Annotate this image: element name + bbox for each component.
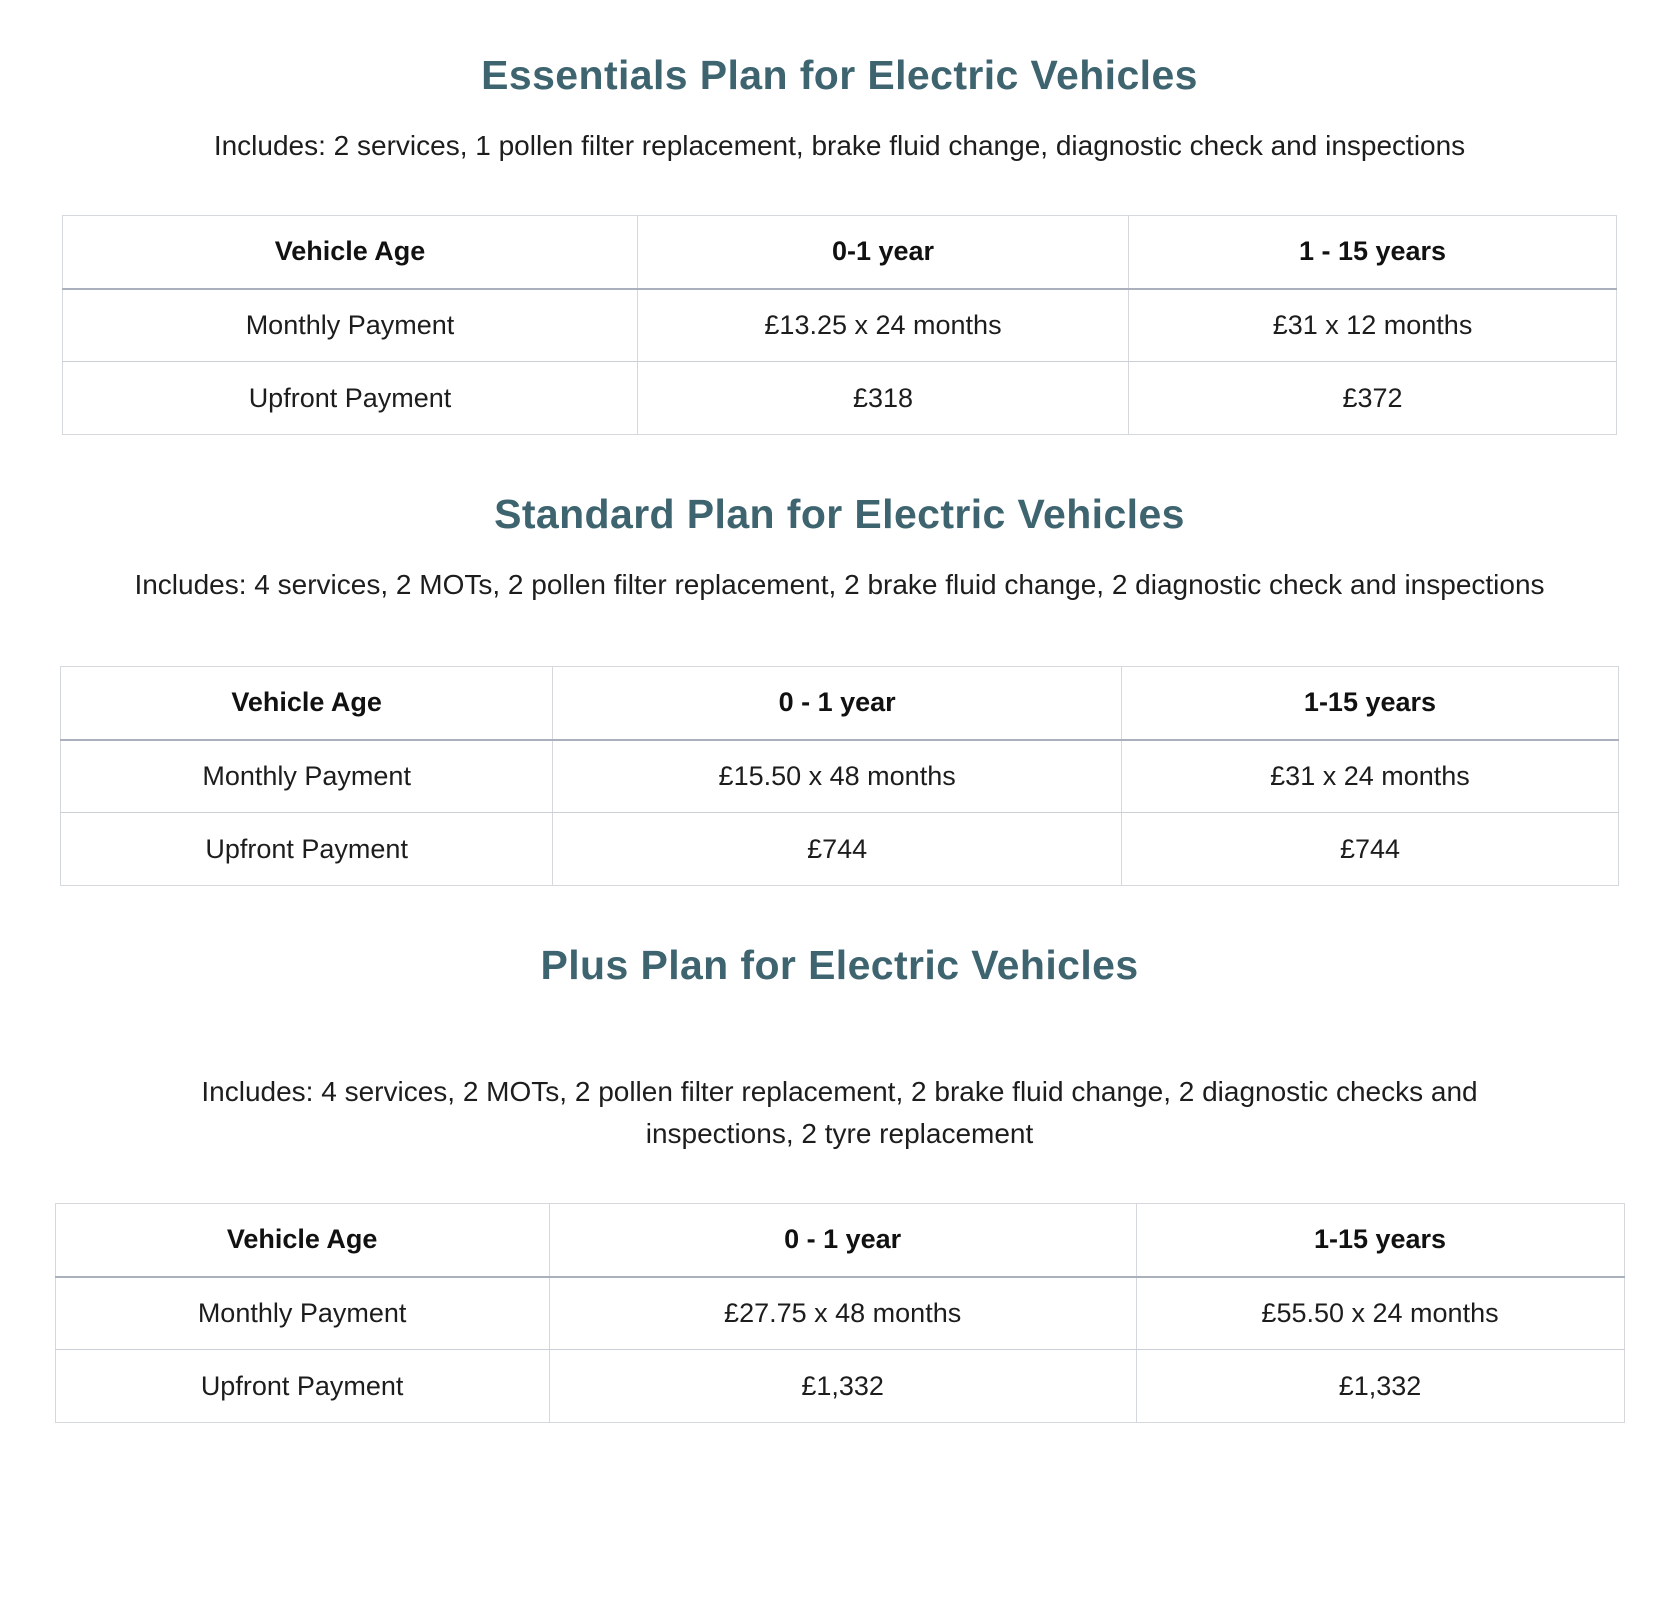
plan-section-standard xyxy=(0,491,1679,886)
table-row-upfront-payment xyxy=(55,1350,1624,1423)
row-label: Upfront Payment xyxy=(63,362,638,435)
table-header-row xyxy=(55,1204,1624,1277)
pricing-table-essentials xyxy=(62,215,1617,435)
column-header-age-band-1: 0 - 1 year xyxy=(549,1204,1136,1277)
table-header-row xyxy=(61,667,1619,740)
table-row-monthly-payment xyxy=(55,1277,1624,1350)
plan-includes-standard: Includes: 4 services, 2 MOTs, 2 pollen filter replacement, 2 brake fluid change, 2 diagnostic check and inspections xyxy=(134,569,1545,600)
monthly-payment-0-1-year: £27.75 x 48 months xyxy=(549,1277,1136,1350)
plan-title-essentials: Essentials Plan for Electric Vehicles xyxy=(481,52,1198,98)
monthly-payment-0-1-year: £13.25 x 24 months xyxy=(637,289,1128,362)
upfront-payment-1-15-years: £744 xyxy=(1121,813,1618,886)
row-label: Upfront Payment xyxy=(61,813,553,886)
plan-includes-plus: Includes: 4 services, 2 MOTs, 2 pollen filter replacement, 2 brake fluid change, 2 diagnostic checks and inspections, 2 tyre replacement xyxy=(201,1076,1478,1149)
monthly-payment-1-15-years: £55.50 x 24 months xyxy=(1136,1277,1624,1350)
monthly-payment-1-15-years: £31 x 12 months xyxy=(1129,289,1617,362)
plan-includes-essentials: Includes: 2 services, 1 pollen filter replacement, brake fluid change, diagnostic check and inspections xyxy=(213,130,1466,161)
column-header-vehicle-age: Vehicle Age xyxy=(63,216,638,289)
table-row-monthly-payment xyxy=(61,740,1619,813)
row-label: Monthly Payment xyxy=(55,1277,549,1350)
plan-title-standard: Standard Plan for Electric Vehicles xyxy=(494,491,1185,537)
column-header-age-band-1: 0-1 year xyxy=(637,216,1128,289)
plan-section-essentials xyxy=(0,52,1679,435)
pricing-table-standard xyxy=(60,666,1619,886)
column-header-vehicle-age: Vehicle Age xyxy=(61,667,553,740)
plan-section-plus xyxy=(0,942,1679,1423)
monthly-payment-1-15-years: £31 x 24 months xyxy=(1121,740,1618,813)
column-header-vehicle-age: Vehicle Age xyxy=(55,1204,549,1277)
row-label: Monthly Payment xyxy=(61,740,553,813)
table-header-row xyxy=(63,216,1617,289)
column-header-age-band-2: 1 - 15 years xyxy=(1129,216,1617,289)
column-header-age-band-1: 0 - 1 year xyxy=(553,667,1122,740)
upfront-payment-0-1-year: £1,332 xyxy=(549,1350,1136,1423)
plan-title-plus: Plus Plan for Electric Vehicles xyxy=(540,942,1139,988)
upfront-payment-1-15-years: £372 xyxy=(1129,362,1617,435)
table-row-monthly-payment xyxy=(63,289,1617,362)
upfront-payment-0-1-year: £318 xyxy=(637,362,1128,435)
table-row-upfront-payment xyxy=(63,362,1617,435)
row-label: Upfront Payment xyxy=(55,1350,549,1423)
monthly-payment-0-1-year: £15.50 x 48 months xyxy=(553,740,1122,813)
row-label: Monthly Payment xyxy=(63,289,638,362)
upfront-payment-1-15-years: £1,332 xyxy=(1136,1350,1624,1423)
table-row-upfront-payment xyxy=(61,813,1619,886)
upfront-payment-0-1-year: £744 xyxy=(553,813,1122,886)
pricing-table-plus xyxy=(55,1203,1625,1423)
column-header-age-band-2: 1-15 years xyxy=(1136,1204,1624,1277)
column-header-age-band-2: 1-15 years xyxy=(1121,667,1618,740)
